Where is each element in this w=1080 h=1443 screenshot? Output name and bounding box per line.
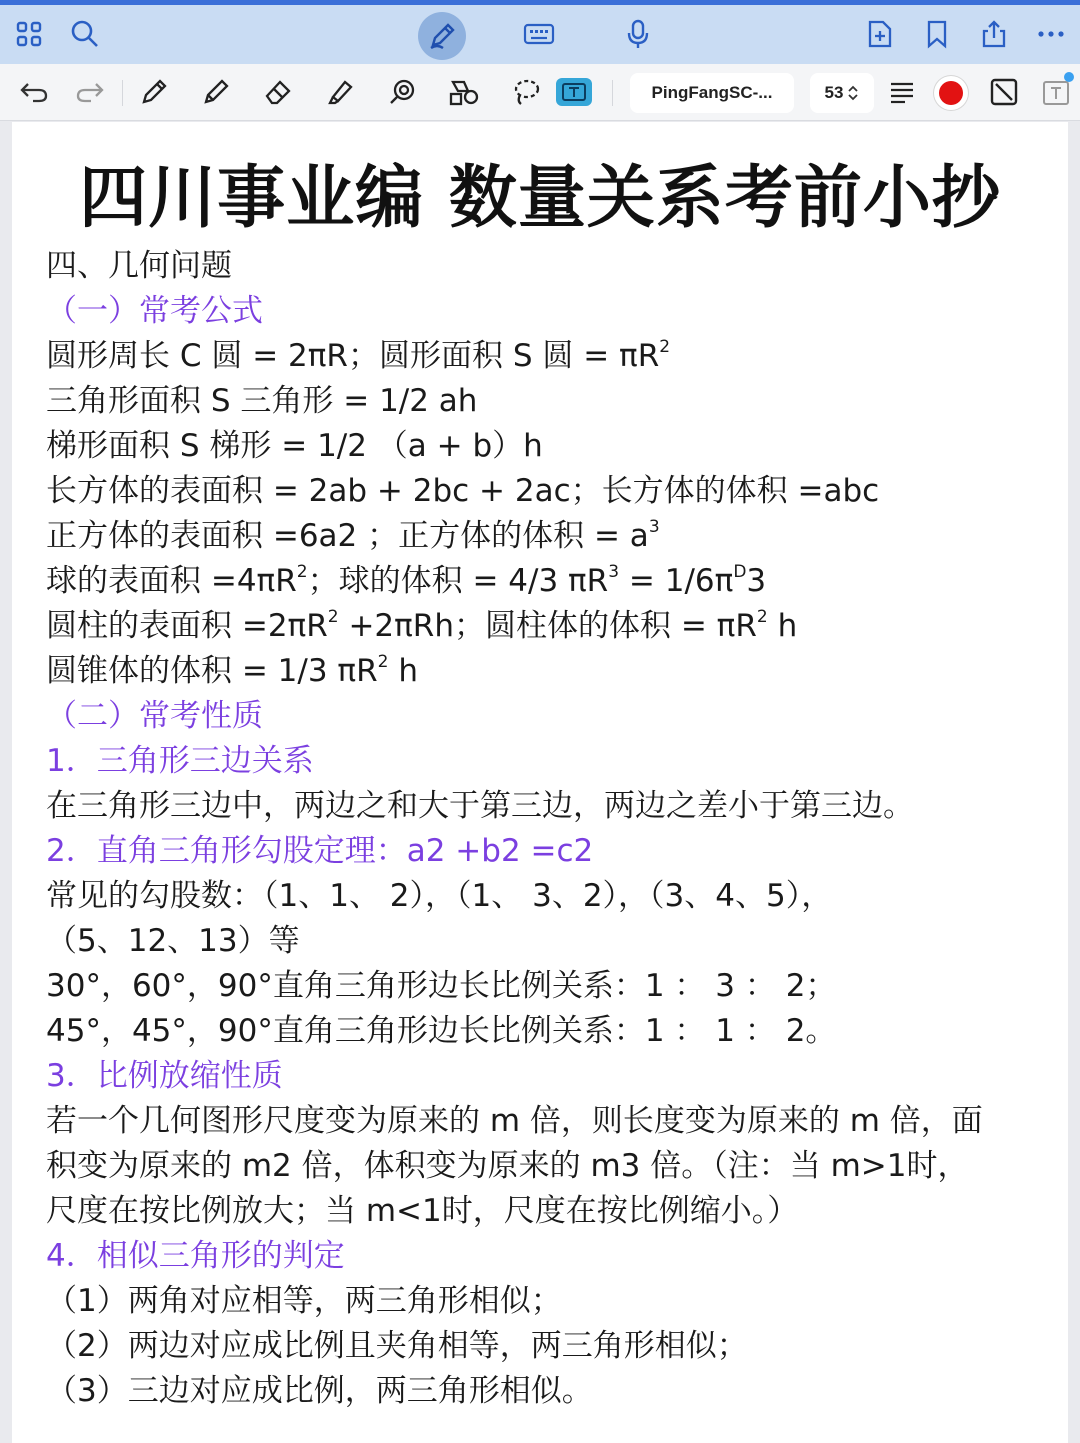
redo-icon[interactable]	[72, 74, 108, 110]
subsection-formulas: （一）常考公式	[46, 293, 263, 329]
top-app-bar	[0, 0, 1080, 64]
shape-icon[interactable]	[384, 74, 420, 110]
property-2-text: 常见的勾股数：（1、1、 2），（1、 3、2），（3、4、5），	[46, 878, 833, 914]
formula-text: h	[388, 653, 418, 689]
keyboard-icon[interactable]	[522, 17, 556, 51]
formula-text: h	[767, 608, 798, 644]
formula-text: 圆形周长 C 圆 = 2πR；圆形面积 S 圆 = πR	[46, 338, 660, 374]
pen-mode-icon[interactable]	[418, 12, 466, 60]
grid-icon[interactable]	[12, 17, 46, 51]
font-size-value: 53	[824, 83, 844, 102]
formula-text: = 1/6π	[619, 563, 734, 599]
add-page-icon[interactable]	[863, 17, 897, 51]
property-3-title: 3．比例放缩性质	[46, 1058, 283, 1094]
property-2-text: 45°，45°，90°直角三角形边长比例关系：1 ： 1 ： 2。	[46, 1013, 837, 1049]
formula-text: 球的表面积 =4πR	[46, 563, 297, 599]
formula-cylinder	[46, 606, 797, 646]
property-4-title: 4．相似三角形的判定	[46, 1238, 345, 1274]
property-3-text: 尺度在按比例放大；当 m<1时，尺度在按比例缩小。）	[46, 1193, 799, 1229]
lasso-icon[interactable]	[508, 74, 544, 110]
property-2-text: 30°，60°，90°直角三角形边长比例关系：1 ： 3 ： 2；	[46, 968, 837, 1004]
formula-sphere	[46, 561, 766, 601]
superscript: 3	[648, 517, 660, 537]
subsection-properties: （二）常考性质	[46, 698, 263, 734]
formula-text: ；球的体积 = 4/3 πR	[307, 563, 609, 599]
mic-icon[interactable]	[621, 17, 655, 51]
property-4-text: （2）两边对应成比例且夹角相等，两三角形相似；	[46, 1328, 748, 1364]
formula-cube	[46, 516, 660, 556]
formula-cone	[46, 651, 418, 691]
formula-cuboid: 长方体的表面积 = 2ab + 2bc + 2ac；长方体的体积 =abc	[46, 473, 880, 509]
font-size-selector[interactable]	[810, 73, 874, 113]
property-1-title: 1．三角形三边关系	[46, 743, 314, 779]
bookmark-icon[interactable]	[920, 17, 954, 51]
undo-icon[interactable]	[16, 74, 52, 110]
superscript: 2	[296, 562, 308, 582]
formula-circle	[46, 336, 670, 376]
superscript: 2	[377, 652, 389, 672]
superscript: 3	[608, 562, 620, 582]
search-icon[interactable]	[68, 17, 102, 51]
superscript: D	[733, 562, 747, 582]
color-icon[interactable]	[934, 76, 968, 110]
tool-bar	[0, 64, 1080, 121]
formula-text: 正方体的表面积 =6a2 ；正方体的体积 = a	[46, 518, 649, 554]
notification-dot	[1064, 72, 1074, 82]
formula-trapezoid: 梯形面积 S 梯形 = 1/2 （a + b）h	[46, 428, 543, 464]
superscript: 2	[659, 337, 671, 357]
formula-text: 圆锥体的体积 = 1/3 πR	[46, 653, 378, 689]
page-title: 四川事业编 数量关系考前小抄	[79, 159, 1001, 238]
note-page	[12, 122, 1068, 1443]
stepper-icon	[847, 84, 859, 102]
pencil-icon[interactable]	[198, 74, 234, 110]
eraser-icon[interactable]	[260, 74, 296, 110]
formula-text: 圆柱的表面积 =2πR	[46, 608, 328, 644]
property-4-text: （1）两角对应相等，两三角形相似；	[46, 1283, 562, 1319]
line-icon[interactable]	[986, 74, 1022, 110]
property-4-text: （3）三边对应成比例，两三角形相似。	[46, 1373, 593, 1409]
textbox-icon[interactable]	[556, 78, 592, 106]
property-1-text: 在三角形三边中，两边之和大于第三边，两边之差小于第三边。	[46, 788, 914, 824]
font-name-selector[interactable]: PingFangSC-...	[630, 73, 794, 113]
formula-text: 3	[746, 563, 767, 599]
color-swatch	[939, 81, 963, 105]
share-icon[interactable]	[977, 17, 1011, 51]
formula-text: +2πRh；圆柱体的体积 = πR	[338, 608, 757, 644]
formula-triangle: 三角形面积 S 三角形 = 1/2 ah	[46, 383, 478, 419]
property-2-text: （5、12、13）等	[46, 923, 300, 959]
superscript: 2	[327, 607, 339, 627]
property-3-text: 若一个几何图形尺度变为原来的 m 倍，则长度变为原来的 m 倍，面	[46, 1103, 983, 1139]
more-icon[interactable]	[1034, 17, 1068, 51]
superscript: 2	[756, 607, 768, 627]
section-heading: 四、几何问题	[46, 248, 232, 284]
pen-icon[interactable]	[136, 74, 172, 110]
property-3-text: 积变为原来的 m2 倍，体积变为原来的 m3 倍。（注：当 m>1时，	[46, 1148, 969, 1184]
image-icon[interactable]	[446, 74, 482, 110]
highlighter-icon[interactable]	[322, 74, 358, 110]
property-2-title: 2．直角三角形勾股定理：a2 +b2 =c2	[46, 833, 594, 869]
align-icon[interactable]	[884, 74, 920, 110]
